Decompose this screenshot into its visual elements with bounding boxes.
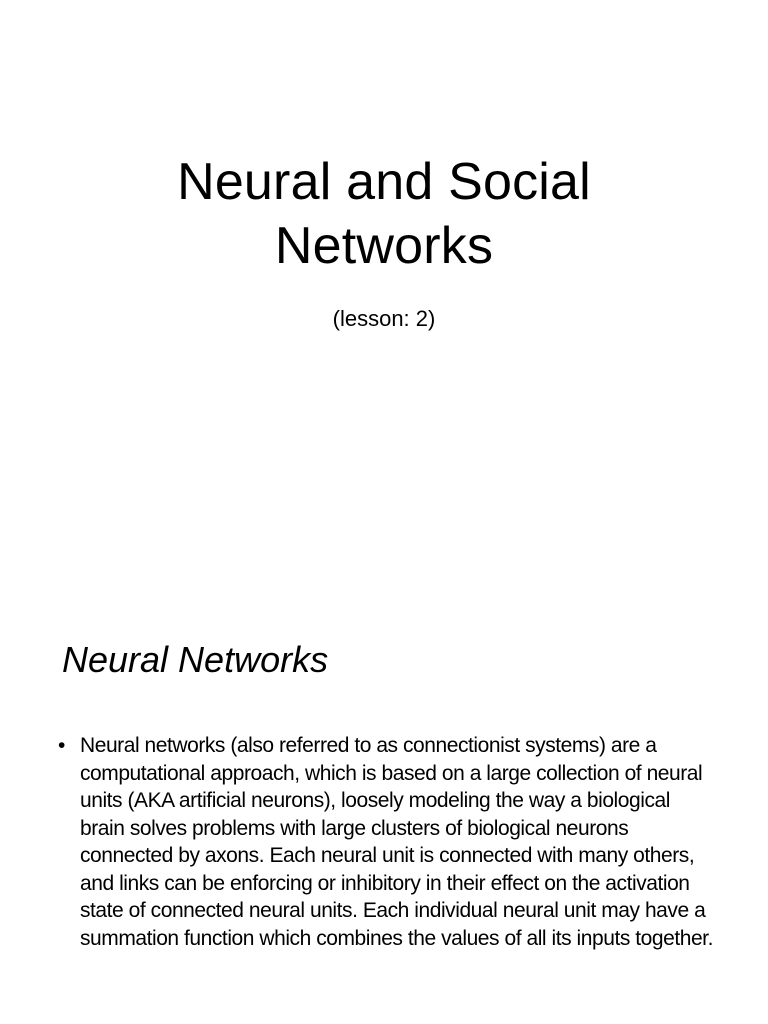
content-slide [0,576,768,1024]
section-heading: Neural Networks [62,639,329,680]
bullet-icon: • [58,734,65,757]
slide-title-line-1: Neural and Social [177,153,591,211]
slide-subtitle: (lesson: 2) [332,306,436,331]
slide-title [0,150,768,278]
bullet-list [58,732,718,952]
bullet-item [58,732,718,952]
bullet-text: Neural networks (also referred to as connectionist systems) are a computational approach, which is based on a large collection of neural units (AKA artificial neurons), loosely modeling the way a biological brain solves problems with large clusters of biological neurons connected by axons. Each neural unit is connected with many others, and links can be enforcing or inhibitory in their effect on the activation state of connected neural units. Each individual neural unit may have a summation function which combines the values of all its inputs together. [80,734,713,950]
slide-title-line-2: Networks [274,217,494,275]
